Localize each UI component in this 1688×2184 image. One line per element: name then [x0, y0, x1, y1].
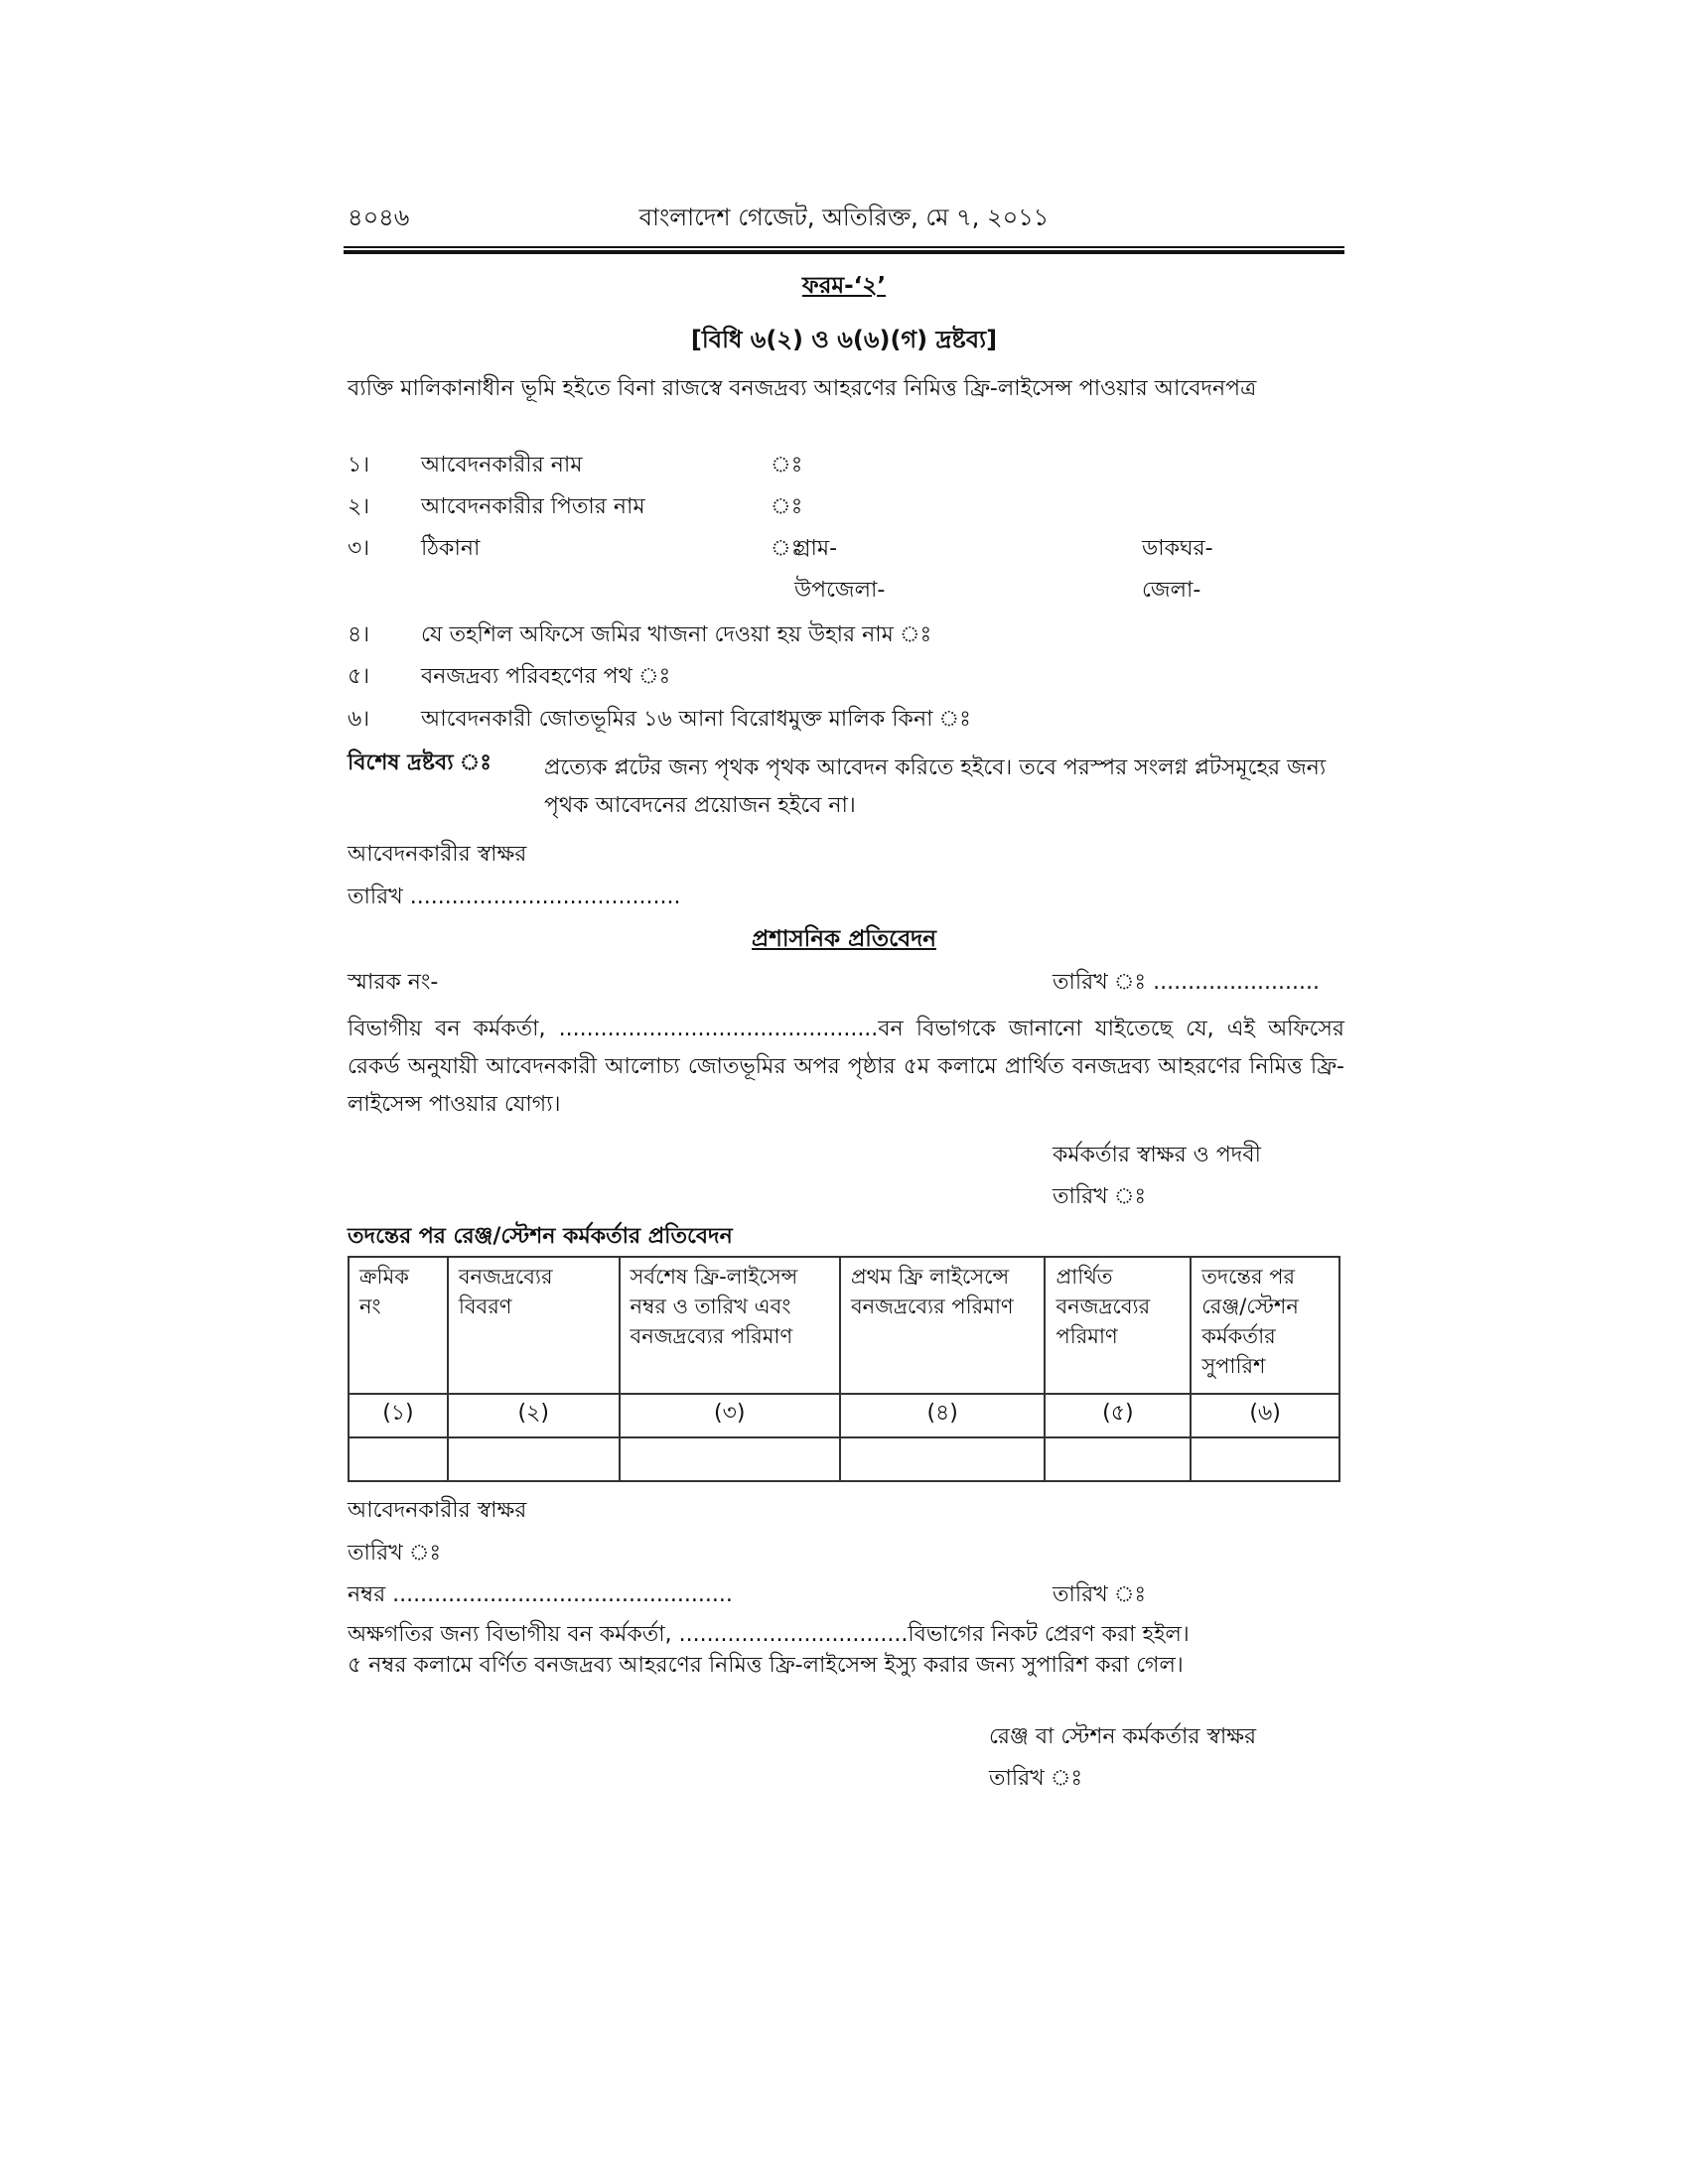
header-rule-thin [344, 246, 1344, 248]
footer-forward-text: অক্ষগতির জন্য বিভাগীয় বন কর্মকর্তা, .................................বিভাগের নিকট প্রেরণ করা হইল। [348, 1622, 1190, 1647]
form-intro: ব্যক্তি মালিকানাধীন ভূমি হইতে বিনা রাজস্বে বনজদ্রব্য আহরণের নিমিত্ত ফ্রি-লাইসেন্স পাওয়ার আবেদনপত্র [348, 376, 1257, 401]
applicant-signature-label: আবেদনকারীর স্বাক্ষর [348, 842, 527, 867]
field-3-label: ঠিকানা [421, 536, 481, 561]
address-post-office: ডাকঘর- [1142, 536, 1213, 561]
applicant-date-label: তারিখ ....................................... [348, 885, 681, 909]
table-cell-6[interactable] [1191, 1437, 1339, 1481]
address-district: জেলা- [1142, 578, 1201, 603]
footer-number-date: তারিখ ঃ [1053, 1582, 1147, 1607]
col-header-serial: ক্রমিক নং [349, 1257, 448, 1394]
footer-applicant-signature: আবেদনকারীর স্বাক্ষর [348, 1498, 527, 1523]
field-3-number: ৩। [348, 536, 370, 561]
field-3-colon: ঃ [771, 536, 803, 561]
range-officer-date: তারিখ ঃ [989, 1766, 1083, 1791]
table-cell-4[interactable] [840, 1437, 1046, 1481]
table-cell-5[interactable] [1045, 1437, 1191, 1481]
col-header-requested-amount: প্রার্থিত বনজদ্রব্যের পরিমাণ [1045, 1257, 1191, 1394]
admin-report-title: প্রশাসনিক প্রতিবেদন [752, 926, 936, 952]
range-report-title: তদন্তের পর রেঞ্জ/স্টেশন কর্মকর্তার প্রতিবেদন [348, 1224, 733, 1249]
footer-recommend-text: ৫ নম্বর কলামে বর্ণিত বনজদ্রব্য আহরণের নিমিত্ত ফ্রি-লাইসেন্স ইস্যু করার জন্য সুপারিশ করা গেল। [348, 1653, 1184, 1678]
range-report-table [348, 1256, 1340, 1482]
admin-report-body: বিভাগীয় বন কর্মকর্তা, ..............................................বন বিভাগকে জানানো যাইতেছে যে, এই অফিসের রেকর্ড অনুযায়ী আবেদনকারী আলোচ্য জোতভূমির অপর পৃষ্ঠার ৫ম কলামে প্রার্থিত বনজদ্রব্য আহরণের নিমিত্ত ফ্রি-লাইসেন্স পাওয়ার যোগ্য। [348, 1017, 1344, 1117]
field-2-colon: ঃ [771, 494, 803, 519]
header-rule-thick [344, 250, 1344, 254]
special-note-label: বিশেষ দ্রষ্টব্য ঃ [348, 751, 492, 775]
field-6-label: আবেদনকারী জোতভূমির ১৬ আনা বিরোধমুক্ত মালিক কিনা ঃ [421, 707, 971, 732]
col-header-description: বনজদ্রব্যের বিবরণ [448, 1257, 620, 1394]
range-officer-signature: রেঞ্জ বা স্টেশন কর্মকর্তার স্বাক্ষর [989, 1724, 1257, 1749]
field-4-label: যে তহশিল অফিসে জমির খাজনা দেওয়া হয় উহার নাম ঃ [421, 622, 932, 647]
special-note-text: প্রত্যেক প্লটের জন্য পৃথক পৃথক আবেদন করিতে হইবে। তবে পরস্পর সংলগ্ন প্লটসমূহের জন্য পৃথক আবেদনের প্রয়োজন হইবে না। [544, 755, 1327, 818]
memo-number-label: স্মারক নং- [348, 970, 439, 995]
field-2-label: আবেদনকারীর পিতার নাম [421, 494, 645, 519]
table-cell-2[interactable] [448, 1437, 620, 1481]
rule-reference: [বিধি ৬(২) ও ৬(৬)(গ) দ্রষ্টব্য] [690, 326, 998, 353]
col-number-4: (৪) [840, 1394, 1046, 1437]
address-village: গ্রাম- [794, 536, 838, 561]
footer-applicant-date: তারিখ ঃ [348, 1541, 442, 1566]
col-number-1: (১) [349, 1394, 448, 1437]
gazette-title: বাংলাদেশ গেজেট, অতিরিক্ত, মে ৭, ২০১১ [638, 204, 1050, 231]
field-1-colon: ঃ [771, 453, 803, 478]
col-number-5: (৫) [1045, 1394, 1191, 1437]
page-number: ৪০৪৬ [348, 204, 410, 231]
field-4-number: ৪। [348, 622, 370, 647]
footer-number: নম্বর ................................................. [348, 1582, 733, 1607]
col-number-3: (৩) [620, 1394, 840, 1437]
table-row [349, 1437, 1339, 1481]
col-header-last-license: সর্বশেষ ফ্রি-লাইসেন্স নম্বর ও তারিখ এবং বনজদ্রব্যের পরিমাণ [620, 1257, 840, 1394]
admin-date-label: তারিখ ঃ ........................ [1053, 970, 1320, 995]
officer-signature-label: কর্মকর্তার স্বাক্ষর ও পদবী [1053, 1143, 1261, 1167]
table-column-number-row [349, 1394, 1339, 1437]
address-upazila: উপজেলা- [794, 578, 886, 603]
field-2-number: ২। [348, 494, 370, 519]
field-1-label: আবেদনকারীর নাম [421, 453, 583, 478]
table-cell-3[interactable] [620, 1437, 840, 1481]
officer-date-label: তারিখ ঃ [1053, 1184, 1147, 1209]
col-number-6: (৬) [1191, 1394, 1339, 1437]
table-header-row [349, 1257, 1339, 1394]
table-cell-1[interactable] [349, 1437, 448, 1481]
col-header-first-license: প্রথম ফ্রি লাইসেন্সে বনজদ্রব্যের পরিমাণ [840, 1257, 1046, 1394]
field-1-number: ১। [348, 453, 370, 478]
col-header-recommendation: তদন্তের পর রেঞ্জ/স্টেশন কর্মকর্তার সুপারিশ [1191, 1257, 1339, 1394]
field-5-label: বনজদ্রব্য পরিবহণের পথ ঃ [421, 664, 671, 689]
form-title: ফরম-‘২’ [801, 273, 887, 299]
field-6-number: ৬। [348, 707, 370, 732]
field-5-number: ৫। [348, 664, 370, 689]
col-number-2: (২) [448, 1394, 620, 1437]
